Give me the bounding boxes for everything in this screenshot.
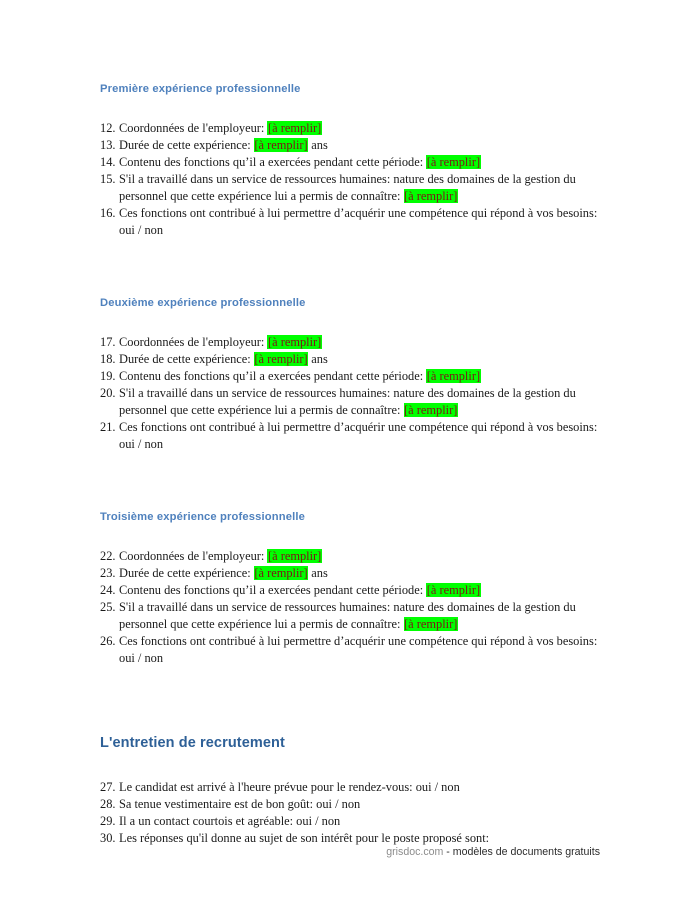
item-text-segment: ans <box>308 566 328 580</box>
top-margin-spacer <box>100 0 600 83</box>
item-number: 26. <box>100 634 116 648</box>
item-number: 12. <box>100 121 116 135</box>
item-number: 28. <box>100 797 116 811</box>
item-number: 22. <box>100 549 116 563</box>
fillin-placeholder[interactable]: [à remplir] <box>404 189 458 203</box>
item-number: 24. <box>100 583 116 597</box>
spacer-section-2-3 <box>100 453 600 511</box>
item-number: 14. <box>100 155 116 169</box>
list-item <box>100 813 600 830</box>
list-item <box>100 419 600 453</box>
item-text <box>119 334 600 351</box>
item-text-segment: Durée de cette expérience: <box>119 566 254 580</box>
item-text: Il a un contact courtois et agréable: oui / non <box>119 814 341 828</box>
item-text <box>119 599 600 633</box>
fillin-placeholder[interactable]: [à remplir] <box>267 121 322 135</box>
footer-brand: grisdoc.com <box>386 846 444 858</box>
list-item <box>100 120 600 137</box>
item-number: 16. <box>100 206 116 220</box>
item-number: 15. <box>100 172 116 186</box>
question-list-entretien-recrutement <box>100 779 600 847</box>
item-number: 25. <box>100 600 116 614</box>
spacer-section-1-2 <box>100 239 600 297</box>
list-item <box>100 565 600 582</box>
spacer-section-3-4 <box>100 667 600 735</box>
item-text <box>119 137 600 154</box>
item-text-segment: Contenu des fonctions qu’il a exercées pendant cette période: <box>119 369 427 383</box>
item-text-segment: Contenu des fonctions qu’il a exercées pendant cette période: <box>119 583 427 597</box>
item-text-segment: Contenu des fonctions qu’il a exercées pendant cette période: <box>119 155 427 169</box>
fillin-placeholder[interactable]: [à remplir] <box>404 617 458 631</box>
item-text <box>119 548 600 565</box>
item-text-segment: S'il a travaillé dans un service de ressources humaines: nature des domaines de la gestion du personnel que cette expérience lui a permis de connaître: <box>119 600 576 631</box>
fillin-placeholder[interactable]: [à remplir] <box>426 583 481 597</box>
list-item <box>100 154 600 171</box>
item-text <box>119 565 600 582</box>
major-heading-entretien-recrutement: L'entretien de recrutement <box>100 735 285 751</box>
item-number: 19. <box>100 369 116 383</box>
footer-tagline: - modèles de documents gratuits <box>443 846 600 858</box>
item-text-segment: Durée de cette expérience: <box>119 352 254 366</box>
fillin-placeholder[interactable]: [à remplir] <box>267 549 322 563</box>
list-item <box>100 779 600 796</box>
list-item <box>100 582 600 599</box>
item-text-segment: Coordonnées de l'employeur: <box>119 335 268 349</box>
fillin-placeholder[interactable]: [à remplir] <box>254 566 308 580</box>
list-item <box>100 205 600 239</box>
spacer-heading-list-2 <box>100 309 600 334</box>
list-item <box>100 830 600 847</box>
section-heading-deuxieme-experience: Deuxième expérience professionnelle <box>100 297 306 309</box>
list-item <box>100 633 600 667</box>
item-text: Les réponses qu'il donne au sujet de son intérêt pour le poste proposé sont: <box>119 831 490 845</box>
document-body <box>100 0 600 847</box>
item-number: 13. <box>100 138 116 152</box>
list-item <box>100 351 600 368</box>
fillin-placeholder[interactable]: [à remplir] <box>254 138 308 152</box>
question-list-premiere-experience <box>100 120 600 239</box>
item-number: 29. <box>100 814 116 828</box>
item-number: 17. <box>100 335 116 349</box>
item-text <box>119 368 600 385</box>
list-item <box>100 137 600 154</box>
item-text: Ces fonctions ont contribué à lui permettre d’acquérir une compétence qui répond à vos besoins: oui / non <box>119 634 598 665</box>
item-text <box>119 351 600 368</box>
item-text-segment: S'il a travaillé dans un service de ressources humaines: nature des domaines de la gestion du personnel que cette expérience lui a permis de connaître: <box>119 172 576 203</box>
list-item <box>100 599 600 633</box>
item-text: Ces fonctions ont contribué à lui permettre d’acquérir une compétence qui répond à vos besoins: oui / non <box>119 206 598 237</box>
section-heading-premiere-experience: Première expérience professionnelle <box>100 83 301 95</box>
spacer-heading-list-3 <box>100 523 600 548</box>
item-text: Ces fonctions ont contribué à lui permettre d’acquérir une compétence qui répond à vos besoins: oui / non <box>119 420 598 451</box>
item-text <box>119 171 600 205</box>
question-list-troisieme-experience <box>100 548 600 667</box>
fillin-placeholder[interactable]: [à remplir] <box>426 369 481 383</box>
item-text: Sa tenue vestimentaire est de bon goût: oui / non <box>119 797 361 811</box>
section-heading-troisieme-experience: Troisième expérience professionnelle <box>100 511 305 523</box>
item-text <box>119 120 600 137</box>
fillin-placeholder[interactable]: [à remplir] <box>404 403 458 417</box>
item-text-segment: Coordonnées de l'employeur: <box>119 121 268 135</box>
item-text-segment: ans <box>308 352 328 366</box>
fillin-placeholder[interactable]: [à remplir] <box>254 352 308 366</box>
list-item <box>100 334 600 351</box>
item-number: 20. <box>100 386 116 400</box>
item-number: 23. <box>100 566 116 580</box>
page-footer <box>0 846 600 858</box>
spacer-heading-list-1 <box>100 95 600 120</box>
item-number: 18. <box>100 352 116 366</box>
item-text <box>119 154 600 171</box>
item-number: 30. <box>100 831 116 845</box>
item-text-segment: Durée de cette expérience: <box>119 138 254 152</box>
list-item <box>100 796 600 813</box>
item-text-segment: Coordonnées de l'employeur: <box>119 549 268 563</box>
item-text <box>119 385 600 419</box>
list-item <box>100 171 600 205</box>
item-number: 21. <box>100 420 116 434</box>
question-list-deuxieme-experience <box>100 334 600 453</box>
item-text-segment: S'il a travaillé dans un service de ressources humaines: nature des domaines de la gestion du personnel que cette expérience lui a permis de connaître: <box>119 386 576 417</box>
list-item <box>100 368 600 385</box>
item-text <box>119 582 600 599</box>
item-text: Le candidat est arrivé à l'heure prévue pour le rendez-vous: oui / non <box>119 780 460 794</box>
item-text-segment: ans <box>308 138 328 152</box>
fillin-placeholder[interactable]: [à remplir] <box>426 155 481 169</box>
item-number: 27. <box>100 780 116 794</box>
spacer-heading-list-4 <box>100 751 600 779</box>
fillin-placeholder[interactable]: [à remplir] <box>267 335 322 349</box>
list-item <box>100 548 600 565</box>
list-item <box>100 385 600 419</box>
